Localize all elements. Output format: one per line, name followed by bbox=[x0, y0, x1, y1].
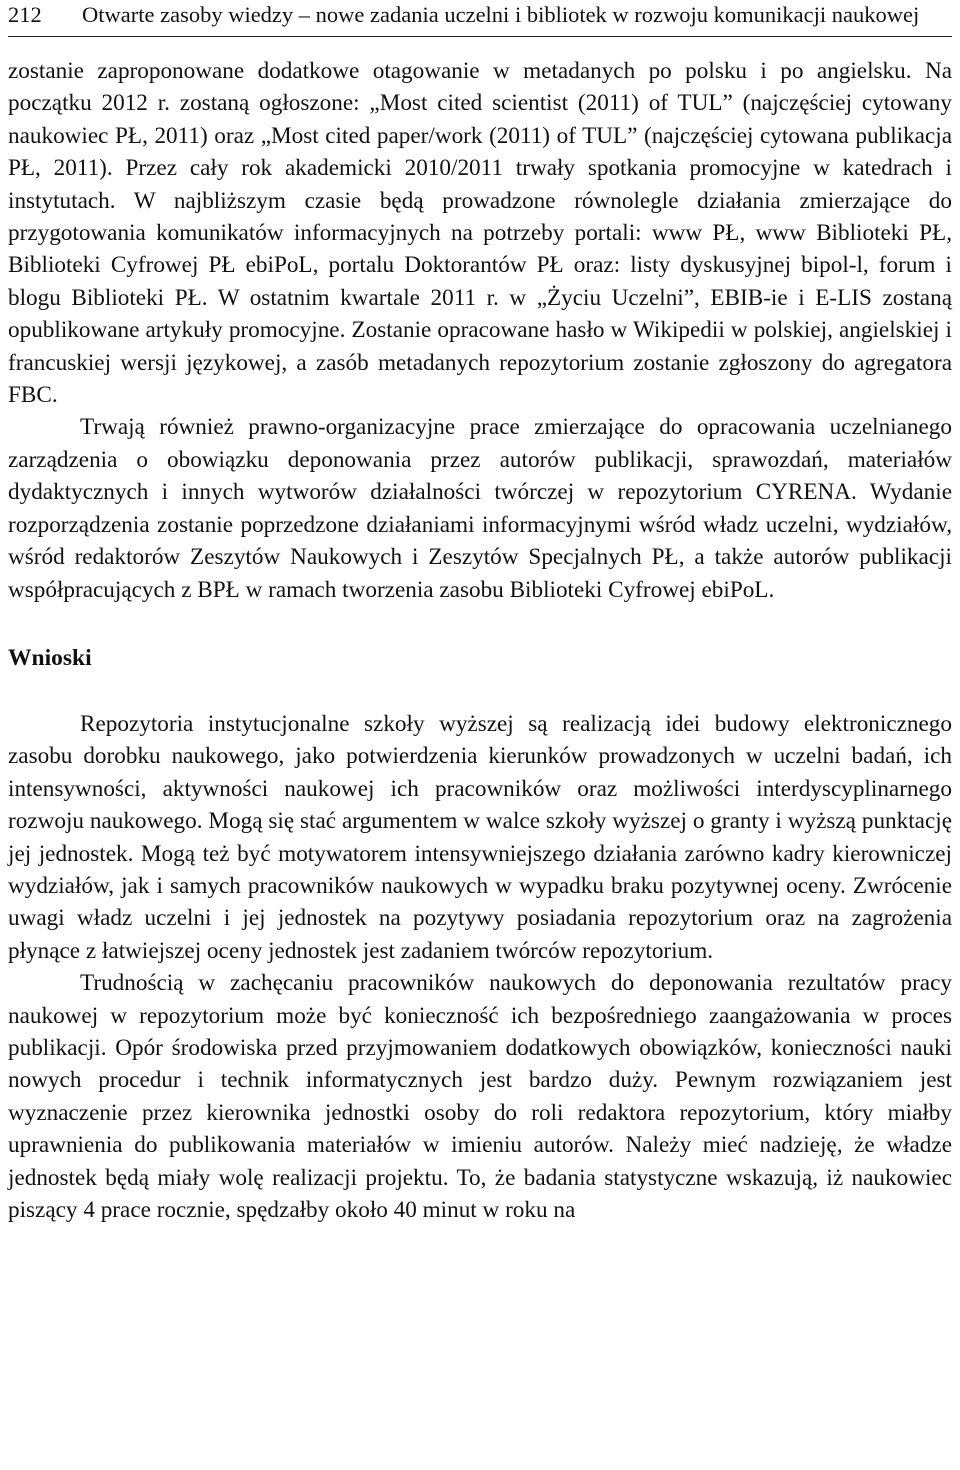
section-heading: Wnioski bbox=[8, 644, 92, 671]
body-text bbox=[8, 55, 952, 1226]
document-page bbox=[8, 0, 952, 1226]
paragraph: Trudnością w zachęcaniu pracowników naukowych do deponowania rezultatów pracy naukowej w repozytorium może być konieczność ich bezpośredniego zaangażowania w proces publikacji. Opór środowiska przed przyjmowaniem dodatkowych obowiązków, konieczności nauki nowych procedur i technik informatycznych jest bardzo duży. Pewnym rozwiązaniem jest wyznaczenie przez kierownika jednostki osoby do roli redaktora repozytorium, który miałby uprawnienia do publikowania materiałów w imieniu autorów. Należy mieć nadzieję, że władze jednostek będą miały wolę realizacji projektu. To, że badania statystyczne wskazują, iż naukowiec piszący 4 prace rocznie, spędzałby około 40 minut w roku na bbox=[8, 970, 952, 1223]
paragraph-continuation: zostanie zaproponowane dodatkowe otagowanie w metadanych po polsku i po angielsku. Na początku 2012 r. zostaną ogłoszone: „Most cited scientist (2011) of TUL” (najczęściej cytowany naukowiec PŁ, 2011) oraz „Most cited paper/work (2011) of TUL” (najczęściej cytowana publikacja PŁ, 2011). Przez cały rok akademicki 2010/2011 trwały spotkania promocyjne w katedrach i instytutach. W najbliższym czasie będą prowadzone równolegle działania zmierzające do przygotowania komunikatów informacyjnych na potrzeby portali: www PŁ, www Biblioteki PŁ, Biblioteki Cyfrowej PŁ ebiPoL, portalu Doktorantów PŁ oraz: listy dyskusyjnej bipol-l, forum i blogu Biblioteki PŁ. W ostatnim kwartale 2011 r. w „Życiu Uczelni”, EBIB-ie i E-LIS zostaną opublikowane artykuły promocyjne. Zostanie opracowane hasło w Wikipedii w polskiej, angielskiej i francuskiej wersji językowej, a zasób metadanych repozytorium zostanie zgłoszony do agregatora FBC. bbox=[8, 58, 952, 409]
page-number: 212 bbox=[8, 2, 42, 27]
running-title: Otwarte zasoby wiedzy – nowe zadania uczelni i bibliotek w rozwoju komunikacji naukowej bbox=[82, 2, 920, 27]
running-header bbox=[8, 0, 952, 37]
paragraph: Repozytoria instytucjonalne szkoły wyższej są realizacją idei budowy elektronicznego zasobu dorobku naukowego, jako potwierdzenia kierunków prowadzonych w uczelni badań, ich intensywności, aktywności naukowej ich pracowników oraz możliwości interdyscyplinarnego rozwoju naukowego. Mogą się stać argumentem w walce szkoły wyższej o granty i wyższą punktację jej jednostek. Mogą też być motywatorem intensywniejszego działania zarówno kadry kierowniczej wydziałów, jak i samych pracowników naukowych w wypadku braku pozytywnej oceny. Zwrócenie uwagi władz uczelni i jej jednostek na pozytywy posiadania repozytorium oraz na zagrożenia płynące z łatwiejszej oceny jednostek jest zadaniem twórców repozytorium. bbox=[8, 710, 952, 964]
paragraph: Trwają również prawno-organizacyjne prace zmierzające do opracowania uczelnianego zarządzenia o obowiązku deponowania przez autorów publikacji, sprawozdań, materiałów dydaktycznych i innych wytworów działalności twórczej w repozytorium CYRENA. Wydanie rozporządzenia zostanie poprzedzone działaniami informacyjnymi wśród władz uczelni, wydziałów, wśród redaktorów Zeszytów Naukowych i Zeszytów Specjalnych PŁ, a także autorów publikacji współpracujących z BPŁ w ramach tworzenia zasobu Biblioteki Cyfrowej ebiPoL. bbox=[8, 414, 952, 603]
